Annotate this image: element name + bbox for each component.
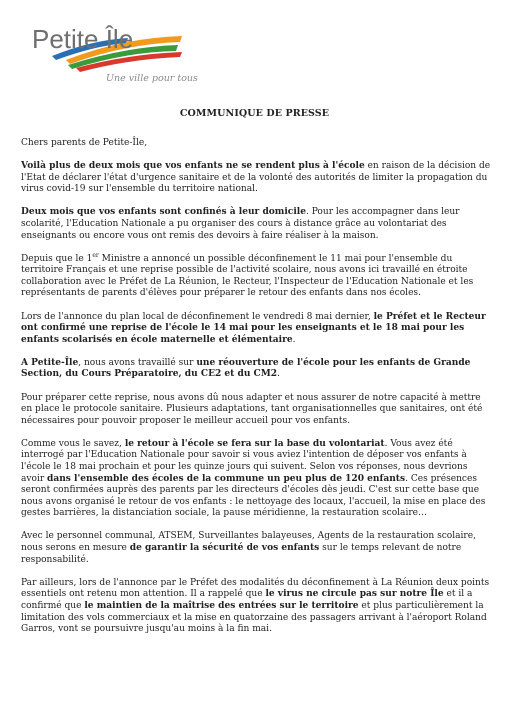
page-title: COMMUNIQUE DE PRESSE: [179, 108, 330, 119]
paragraph-9: Par ailleurs, lors de l'annonce par le Préfet des modalités du déconfinement à La Réunion deux points essentiels ont retenu mon attention. Il a rappelé que le virus ne circule pas sur notre Île et il a confirmé que le maintien de la maîtrise des entrées sur le territoire et plus particulièrement la limitation des vols commerciaux et la mise en quatorzaine des passagers arrivant à l'aéroport Roland Garros, vont se poursuivre jusqu'au moins à la fin mai.: [21, 577, 490, 635]
paragraph-8: Avec le personnel communal, ATSEM, Surveillantes balayeuses, Agents de la restauration scolaire, nous serons en mesure de garantir la sécurité de vos enfants sur le temps relevant de notre responsabilité.: [21, 531, 476, 565]
paragraph-5: A Petite-Île, nous avons travaillé sur une réouverture de l'école pour les enfants de Grande Section, du Cours Préparatoire, du CE2 et du CM2.: [21, 357, 471, 380]
paragraph-2: Deux mois que vos enfants sont confinés à leur domicile. Pour les accompagner dans leur scolarité, l'Education Nationale a pu organiser des cours à distance grâce au volontariat des enseignants ou encore vous ont remis des devoirs à faire réaliser à la maison.: [21, 207, 460, 241]
paragraph-4: Lors de l'annonce du plan local de déconfinement le vendredi 8 mai dernier, le Préfet et le Recteur ont confirmé une reprise de l'école le 14 mai pour les enseignants et le 18 mai pour les enfants scolarisés en école maternelle et élémentaire.: [21, 311, 486, 345]
p1-bold: Voilà plus de deux mois que vos enfants ne se rendent plus à l'école: [21, 161, 365, 172]
petite-ile-logo: [32, 18, 202, 86]
paragraph-6: Pour préparer cette reprise, nous avons dû nous adapter et nous assurer de notre capacité à mettre en place le protocole sanitaire. Plusieurs adaptations, tant organisationnelles que sanitaires, ont été nécessaires pour pouvoir proposer le meilleur accueil pour vos enfants.: [21, 392, 483, 426]
paragraph-7: Comme vous le savez, le retour à l'école se fera sur la base du volontariat. Vous avez été interrogé par l'Education Nationale pour savoir si vous aviez l'intention de déposer vos enfants à l'école le 18 mai prochain et pour les quinze jours qui suivent. Selon vos réponses, nous devrions avoir dans l'ensemble des écoles de la commune un peu plus de 120 enfants. Ces présences seront confirmées auprès des parents par les directeurs d'écoles dès jeudi. C'est sur cette base que nous avons organisé le retour de vos enfants : le nettoyage des locaux, l'accueil, la mise en place des gestes barrières, la distanciation sociale, la pause méridienne, la restauration scolaire…: [21, 438, 486, 519]
paragraph-3: Depuis que le 1er Ministre a annoncé un possible déconfinement le 11 mai pour l'ensemble du territoire Français et une reprise possible de l'activité scolaire, nous avons ici travaillé en étroite collaboration avec le Préfet de La Réunion, le Recteur, l'Inspecteur de l'Education Nationale et les représentants de parents d'élèves pour préparer le retour des enfants dans nos écoles.: [21, 251, 474, 299]
logo-text: Petite Île: [32, 24, 134, 54]
logo-slogan: Une ville pour tous: [106, 73, 198, 84]
greeting: Chers parents de Petite-Île,: [21, 138, 148, 148]
paragraph-1: Voilà plus de deux mois que vos enfants ne se rendent plus à l'école en raison de la décision de l'Etat de déclarer l'état d'urgence sanitaire et de la volonté des autorités de limiter la propagation du virus covid-19 sur l'ensemble du territoire national.: [21, 161, 491, 195]
letter-body: [21, 138, 491, 647]
